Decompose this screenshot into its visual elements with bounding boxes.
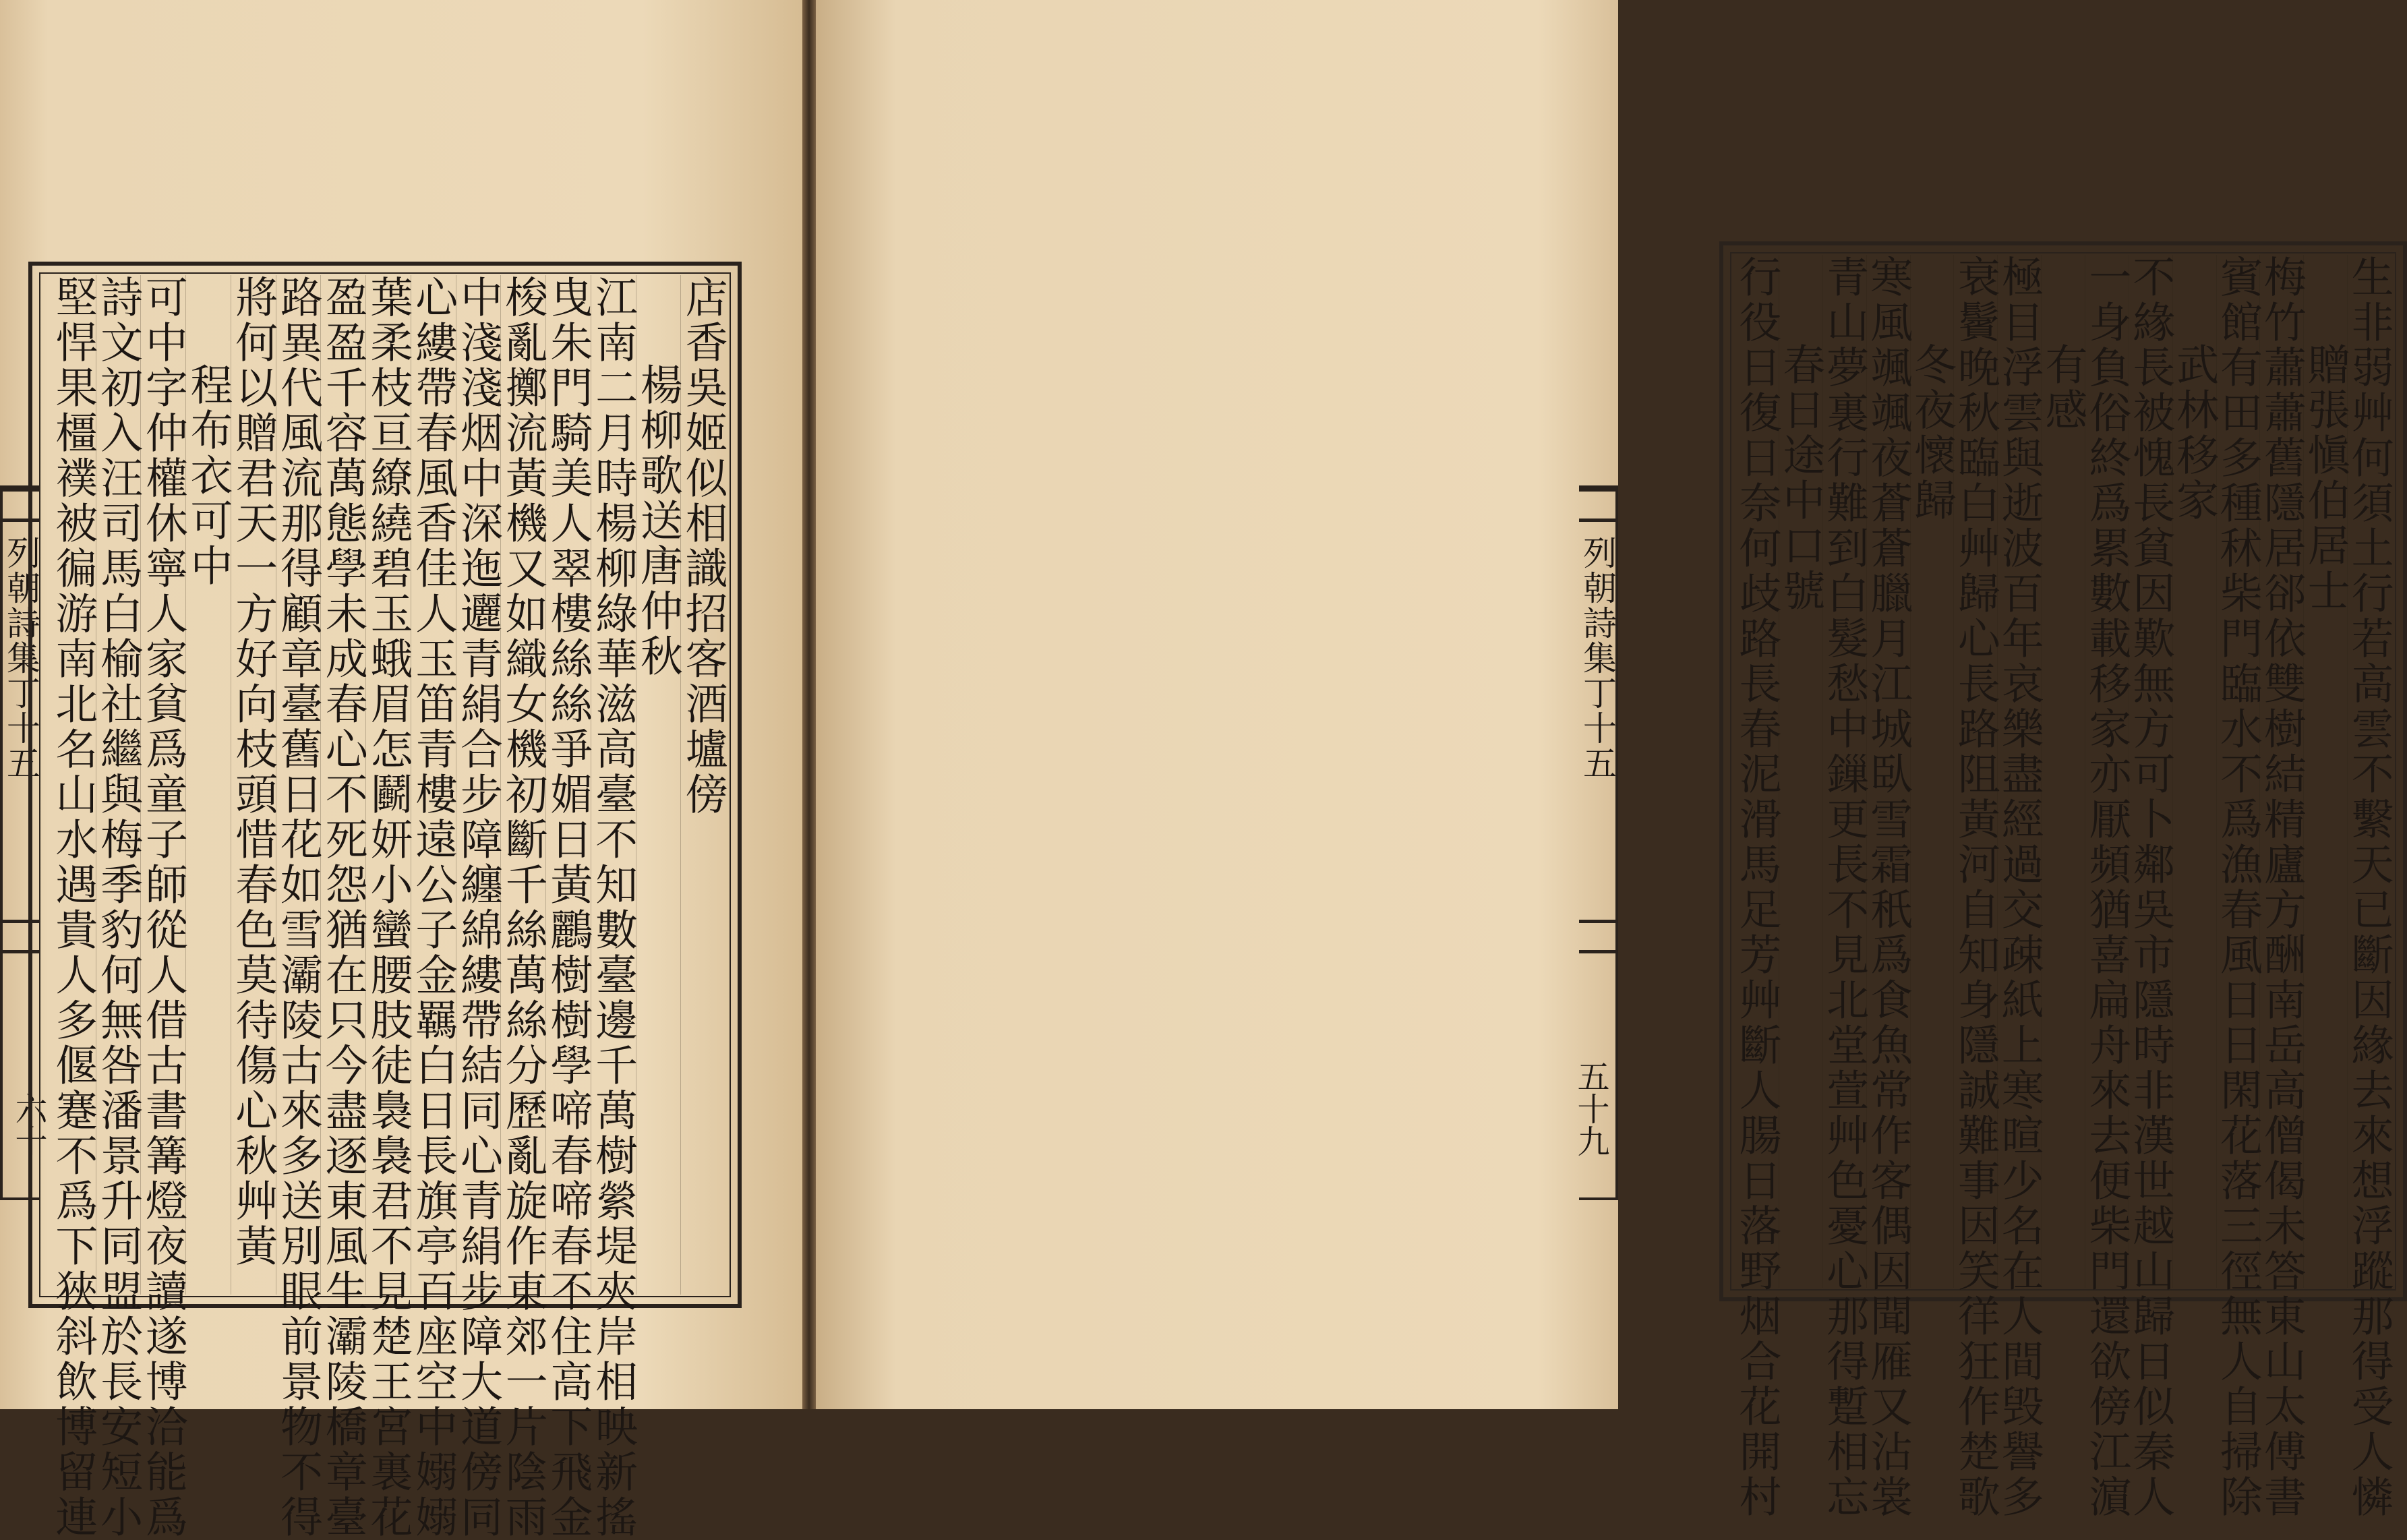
text-column — [453, 275, 503, 1540]
left-fold-title: 列朝詩集丁十五 — [1, 535, 40, 781]
text-column — [589, 275, 638, 1540]
text-column — [2126, 255, 2176, 1520]
poem-title: 有感 — [2038, 343, 2088, 433]
text-column — [138, 275, 188, 1540]
text-column — [1820, 255, 1870, 1520]
poem-title-column — [633, 275, 683, 1295]
poem-title-column — [185, 275, 231, 1295]
text-column — [363, 275, 413, 1540]
text-line: 極目浮雲與逝波百年哀樂盡經過交疎紙上寒暄少名在人間毁譽多 — [1994, 255, 2044, 1520]
right-page-fold-margin — [1572, 485, 1618, 1200]
text-line: 梭亂擲流黃機又如織女機初斷千絲萬絲分歷亂旋作東郊一片陰雨 — [498, 275, 548, 1540]
fish-tail-mark-top — [1579, 488, 1615, 522]
text-column — [2344, 255, 2394, 1520]
text-column — [2082, 255, 2132, 1520]
text-line: 心縷帶春風香佳人玉笛青樓遠公子金羈白日長旗亭百座空中嫋嫋 — [409, 275, 458, 1540]
text-line: 將何以贈君天一方好向枝頭惜春色莫待傷心秋艸黃 — [229, 275, 278, 1269]
left-page — [0, 0, 802, 1540]
text-line: 中淺淺烟中深迤邐青絹合步障纏綿縷帶結同心青絹步障大道傍同 — [453, 275, 503, 1540]
text-line: 堅悍果橿襆被徧游南北名山水遇貴人多偃蹇不爲下狹斜飲博留連 — [49, 275, 98, 1540]
poem-title: 武林移家 — [2170, 343, 2220, 523]
text-line: 葉柔枝亘繚繞碧玉蛾眉怎鬬妍小蠻腰肢徒裊裊君不見楚王宮裏花 — [363, 275, 413, 1540]
text-line: 店香吳姬似相識招客酒壚傍 — [678, 275, 728, 817]
text-line: 詩文初入汪司馬白榆社繼與梅季豹何無咎潘景升同盟於長安短小 — [94, 275, 144, 1540]
poem-title: 冬夜懷歸 — [1907, 343, 1957, 523]
text-line: 生非弱艸何須土行若高雲不繫天已斷因緣去來想浮蹤那得受人憐 — [2344, 255, 2394, 1520]
right-fold-title: 列朝詩集丁十五 — [1578, 535, 1617, 781]
right-text-frame — [1719, 241, 2407, 1520]
poem-title: 楊柳歌送唐仲秋 — [633, 363, 683, 679]
text-line: 梅竹蕭蕭舊隱居郤依雙樹結精廬方酬南岳高僧偈未答東山太傅書 — [2257, 255, 2307, 1520]
text-line: 可中字仲權休寧人家貧爲童子師從人借古書篝燈夜讀遂博洽能爲 — [138, 275, 188, 1540]
text-column — [1732, 255, 1782, 1520]
text-column — [231, 275, 276, 1295]
right-page-number: 五十九 — [1572, 1060, 1609, 1157]
text-line: 寒風颯颯夜蒼蒼臘月江城臥雪霜秖爲食魚常作客偶因聞雁又沾裳 — [1864, 255, 1913, 1520]
text-column — [1994, 255, 2044, 1520]
text-line: 賓館有田多種秫柴門臨水不爲漁春風日日閑花落三徑無人自掃除 — [2213, 255, 2263, 1520]
text-column — [409, 275, 458, 1540]
text-column — [49, 275, 98, 1540]
poem-title: 春日途中口號 — [1776, 343, 1826, 614]
text-column — [543, 275, 593, 1540]
text-column — [274, 275, 324, 1540]
text-line: 盈盈千容萬態學未成春心不死怨猶在只今盡逐東風生灞陵橋章臺 — [318, 275, 368, 1540]
text-line: 青山夢裏行難到白髮愁中鏁更長不見北堂萱艸色憂心那得蹔相忘 — [1820, 255, 1870, 1520]
text-line: 行役日復日奈何歧路長春泥滑馬足芳艸斷人腸日落野烟合花開村 — [1732, 255, 1782, 1520]
text-line: 一身負俗終爲累數載移家亦厭頻猶喜扁舟來去便柴門還欲傍江濵 — [2082, 255, 2132, 1520]
text-column — [1951, 255, 2000, 1520]
text-column — [318, 275, 368, 1540]
poem-title: 程布衣可中 — [183, 363, 233, 589]
left-text-frame — [28, 262, 742, 1540]
text-column — [2257, 255, 2307, 1520]
text-column — [498, 275, 548, 1540]
poem-title-column — [2300, 255, 2350, 1288]
poem-title-column — [2170, 255, 2220, 1288]
right-page — [816, 0, 2394, 1520]
text-line: 路異代風流那得顧章臺舊日花如雪灞陵古來多送別眼前景物不得 — [274, 275, 324, 1540]
text-column — [2213, 255, 2263, 1520]
text-column — [678, 275, 728, 1295]
book-gutter — [802, 0, 816, 1409]
poem-title-column — [1907, 255, 1957, 1288]
fish-tail-mark-bottom — [1579, 920, 1615, 953]
poem-title: 贈張愼伯居士 — [2300, 343, 2350, 614]
text-column — [94, 275, 144, 1540]
text-line: 曳朱門騎美人翠樓絲絲爭媚日黃鸝樹樹學啼春啼春不住高下飛金 — [543, 275, 593, 1540]
left-page-number: 六十 — [9, 1092, 47, 1157]
left-text-columns — [49, 275, 728, 1540]
right-text-columns — [1732, 255, 2394, 1520]
text-column — [1864, 255, 1913, 1520]
text-line: 衰鬢晚秋臨白艸歸心長路阻黃河自知身隱誠難事因笑徉狂作楚歌 — [1951, 255, 2000, 1520]
poem-title-column — [1776, 255, 1826, 1288]
poem-title-column — [2038, 255, 2088, 1288]
text-line: 不緣長被愧長貧因歎無方可卜鄰吳市隱時非漢世越山歸日似秦人 — [2126, 255, 2176, 1520]
text-line: 江南二月時楊柳綠華滋高臺不知數臺邊千萬樹縈堤夾岸相映新搖 — [589, 275, 638, 1540]
